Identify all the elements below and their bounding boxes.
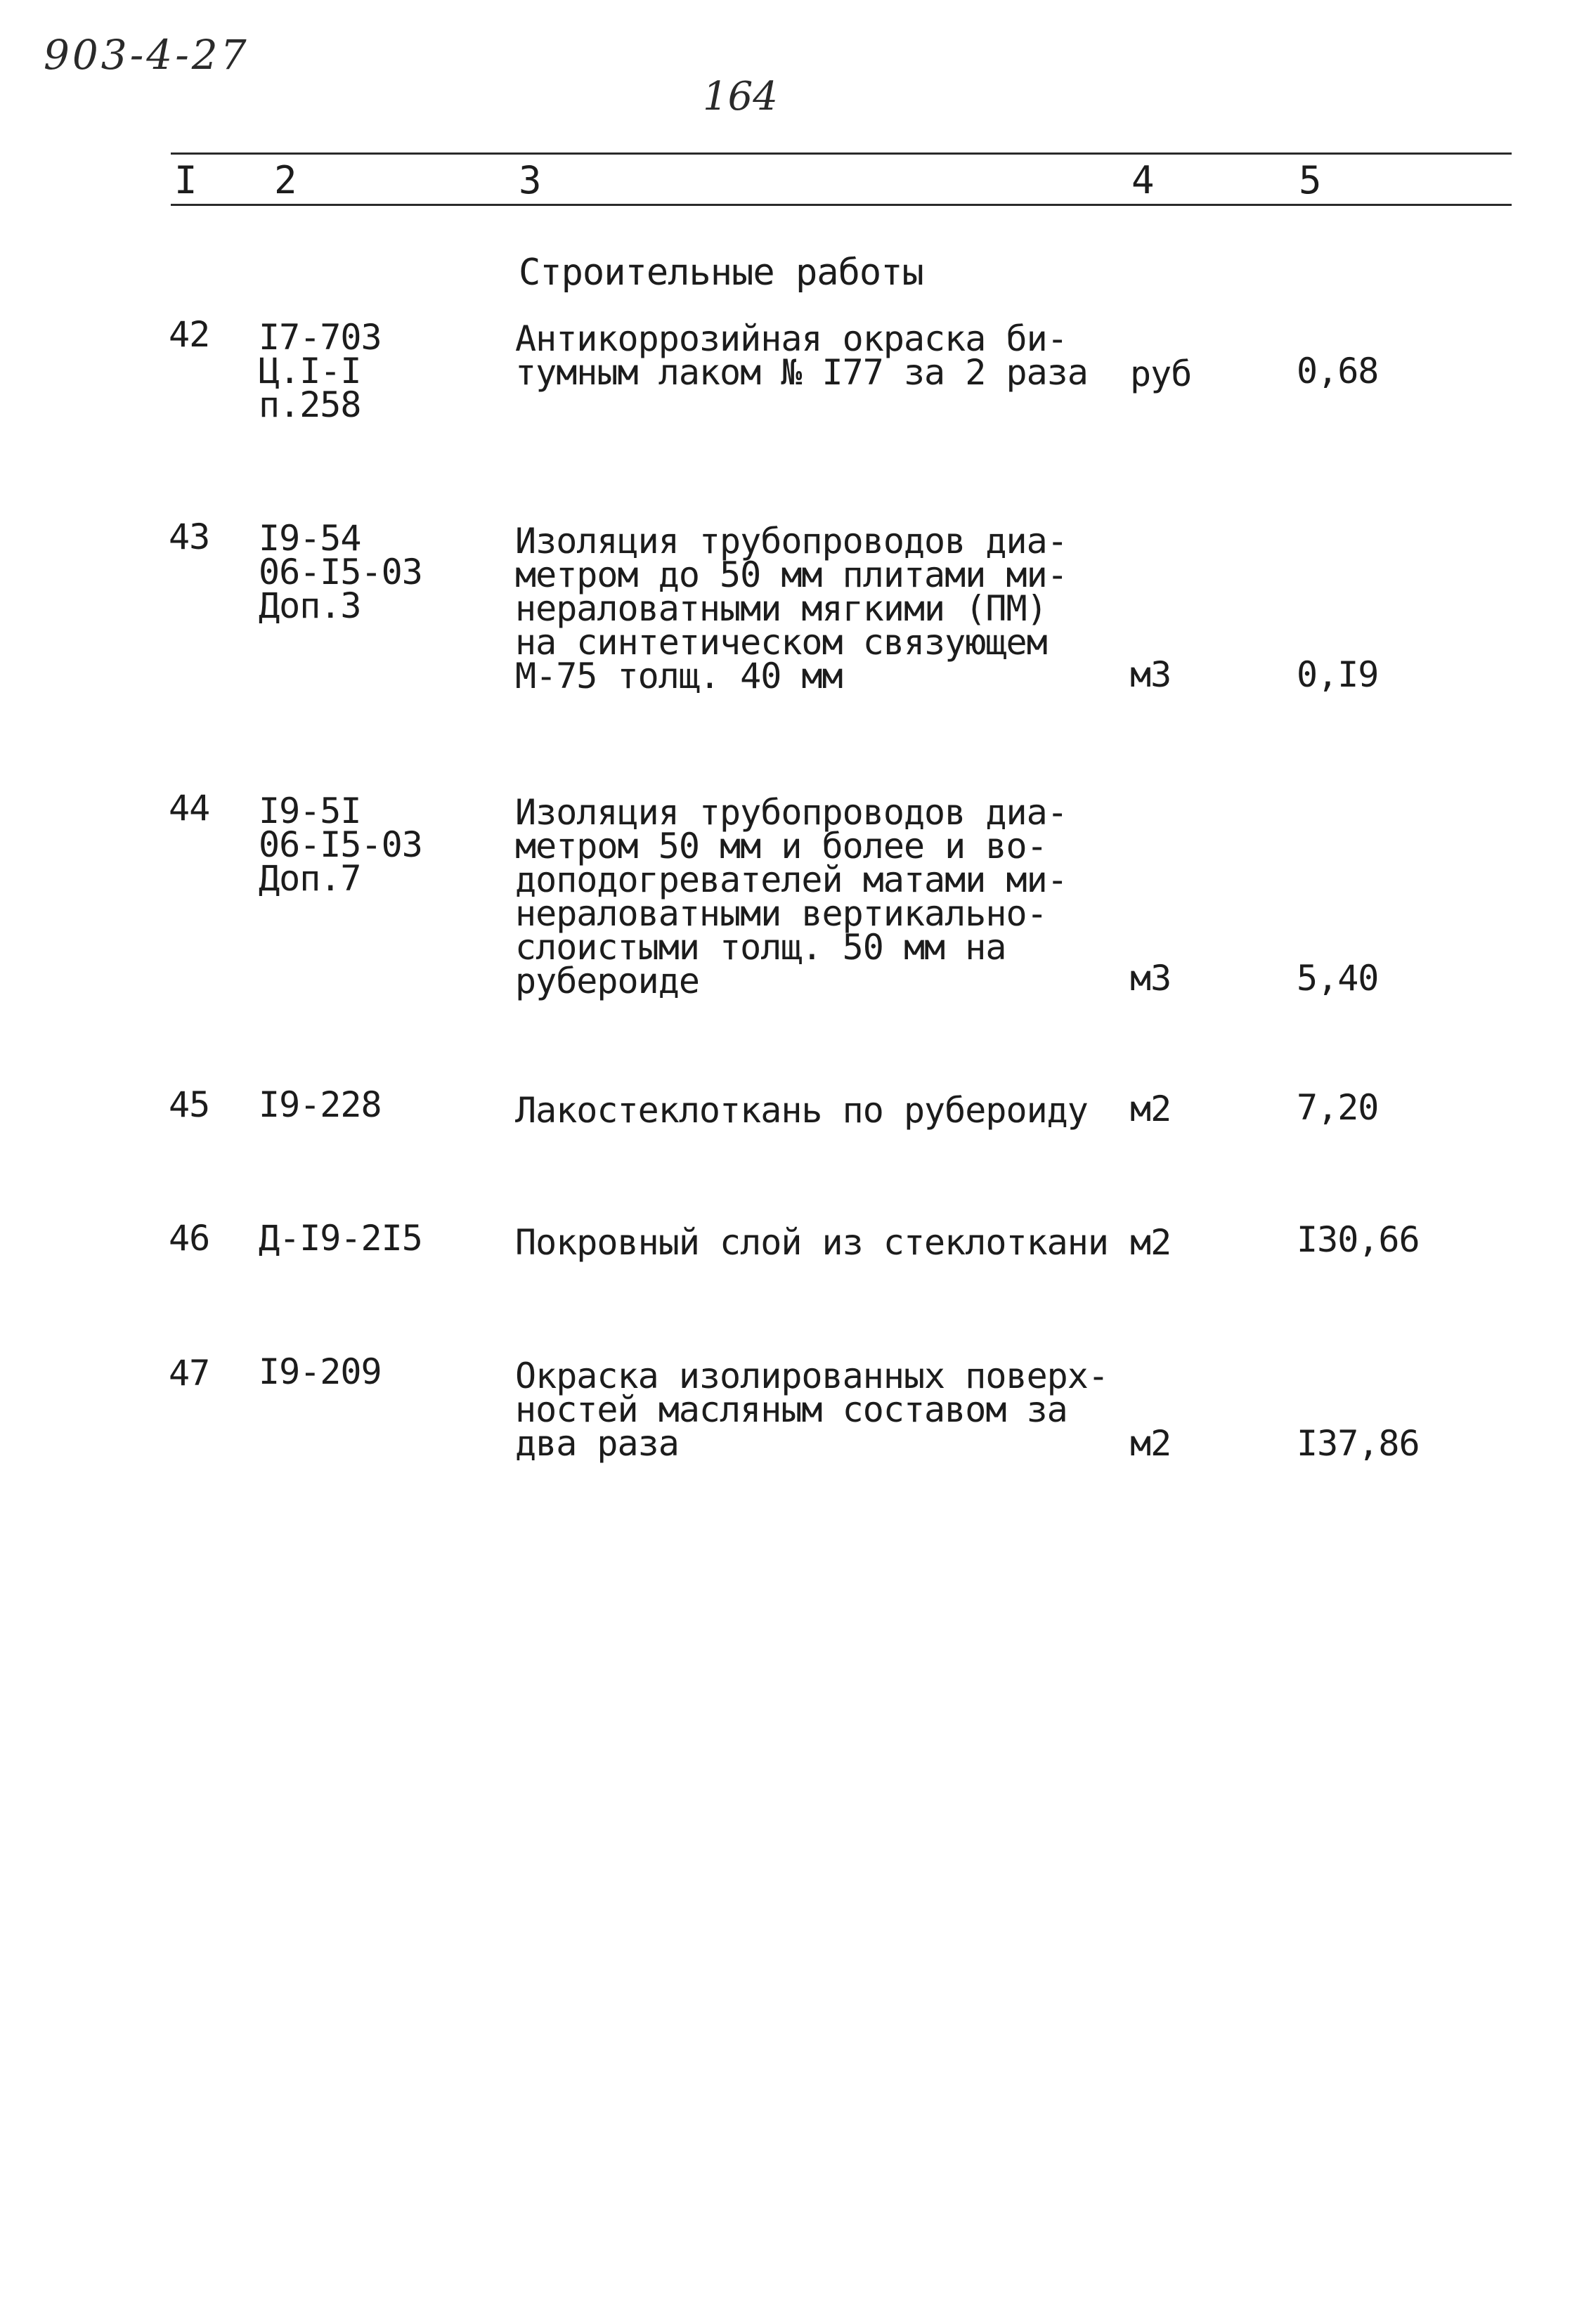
column-header-2: 2 bbox=[274, 158, 297, 202]
row-43-code-line-1: I9-54 bbox=[259, 518, 361, 559]
row-42-code-line-1: I7-703 bbox=[259, 317, 382, 358]
row-43-desc-line-3: нераловатными мягкими (ПМ) bbox=[515, 588, 1047, 629]
row-44-desc-line-2: метром 50 мм и более и во- bbox=[515, 826, 1047, 866]
row-43-desc-line-2: метром до 50 мм плитами ми- bbox=[515, 554, 1067, 595]
row-43-quantity: 0,I9 bbox=[1297, 654, 1379, 695]
row-42-quantity: 0,68 bbox=[1297, 351, 1379, 391]
row-47-desc-line-3: два раза bbox=[515, 1423, 679, 1464]
handwritten-page-number: 164 bbox=[703, 74, 778, 119]
row-43-code-line-3: Доп.3 bbox=[259, 585, 361, 626]
row-47-unit: м2 bbox=[1130, 1423, 1172, 1464]
row-46-desc: Покровный слой из стеклоткани bbox=[515, 1222, 1108, 1263]
row-47-quantity: I37,86 bbox=[1297, 1423, 1420, 1464]
row-42-code-line-2: Ц.I-I bbox=[259, 351, 361, 391]
row-42-code-line-3: п.258 bbox=[259, 384, 361, 425]
row-44-desc-line-6: рубероиде bbox=[515, 961, 699, 1001]
column-header-3: 3 bbox=[519, 158, 542, 202]
row-43-code-line-2: 06-I5-03 bbox=[259, 552, 422, 592]
row-45-number: 45 bbox=[169, 1084, 210, 1125]
row-44-unit: м3 bbox=[1130, 958, 1172, 999]
row-47-code: I9-209 bbox=[259, 1351, 382, 1392]
row-42-desc-line-2: тумным лаком № I77 за 2 раза bbox=[515, 352, 1088, 393]
row-42-desc-line-1: Антикоррозийная окраска би- bbox=[515, 318, 1067, 359]
row-47-desc-line-1: Окраска изолированных поверх- bbox=[515, 1356, 1108, 1396]
row-43-desc-line-1: Изоляция трубопроводов диа- bbox=[515, 521, 1067, 561]
handwritten-document-code: 903-4-27 bbox=[44, 31, 249, 79]
row-44-code-line-3: Доп.7 bbox=[259, 858, 361, 899]
row-42-number: 42 bbox=[169, 314, 210, 355]
row-46-code: Д-I9-2I5 bbox=[259, 1218, 422, 1259]
row-45-desc: Лакостеклоткань по рубероиду bbox=[515, 1090, 1088, 1131]
row-45-quantity: 7,20 bbox=[1297, 1087, 1379, 1128]
row-46-unit: м2 bbox=[1130, 1222, 1172, 1263]
row-47-desc-line-2: ностей масляным составом за bbox=[515, 1389, 1067, 1430]
row-42-unit: руб bbox=[1130, 353, 1192, 394]
row-44-desc-line-3: доподогревателей матами ми- bbox=[515, 859, 1067, 900]
row-44-code-line-2: 06-I5-03 bbox=[259, 824, 422, 865]
row-44-desc-line-4: нераловатными вертикально- bbox=[515, 893, 1047, 934]
row-44-quantity: 5,40 bbox=[1297, 958, 1379, 999]
row-46-quantity: I30,66 bbox=[1297, 1219, 1420, 1260]
section-title: Строительные работы bbox=[519, 252, 923, 294]
column-header-1: I bbox=[174, 158, 197, 202]
row-45-unit: м2 bbox=[1130, 1089, 1172, 1129]
column-header-4: 4 bbox=[1131, 158, 1155, 202]
row-46-number: 46 bbox=[169, 1218, 210, 1259]
row-47-number: 47 bbox=[169, 1353, 210, 1394]
row-44-number: 44 bbox=[169, 788, 210, 829]
row-44-desc-line-5: слоистыми толщ. 50 мм на bbox=[515, 927, 1006, 968]
row-44-code-line-1: I9-5I bbox=[259, 791, 361, 831]
row-44-desc-line-1: Изоляция трубопроводов диа- bbox=[515, 792, 1067, 833]
row-43-number: 43 bbox=[169, 517, 210, 557]
row-43-desc-line-4: на синтетическом связующем bbox=[515, 622, 1047, 663]
row-43-desc-line-5: М-75 толщ. 40 мм bbox=[515, 656, 843, 696]
column-header-5: 5 bbox=[1299, 158, 1322, 202]
row-43-unit: м3 bbox=[1130, 654, 1172, 695]
row-45-code: I9-228 bbox=[259, 1084, 382, 1125]
header-top-rule bbox=[171, 152, 1512, 155]
header-bottom-rule bbox=[171, 204, 1512, 206]
